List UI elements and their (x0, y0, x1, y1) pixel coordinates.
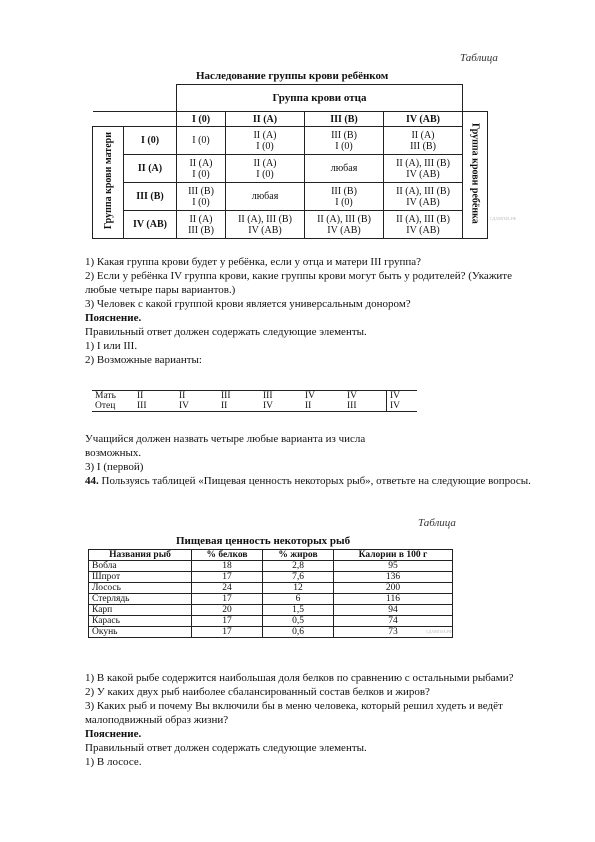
watermark: СДАМГИА.РФ (426, 629, 453, 634)
fish-name: Лосось (89, 583, 192, 594)
cell: II (A), III (B) IV (AB) (384, 211, 463, 239)
answer: 1) I или III. (85, 340, 138, 352)
task44-text (85, 474, 540, 488)
row-header: III (B) (124, 183, 177, 211)
questions2 (85, 671, 547, 769)
calories-value: 74 (334, 616, 453, 627)
row-header: IV (AB) (124, 211, 177, 239)
calories-value: 95 (334, 561, 453, 572)
col-header: II (A) (226, 112, 305, 127)
protein-value: 18 (192, 561, 263, 572)
cell: II (A), III (B) IV (AB) (226, 211, 305, 239)
cell: II (A) III (B) (384, 127, 463, 155)
variant-cell: IV (305, 391, 316, 401)
table-row (89, 561, 453, 572)
variant-cell: III (221, 391, 231, 401)
fat-value: 0,6 (263, 627, 334, 638)
calories-value: 94 (334, 605, 453, 616)
watermark: СДАМГИА.РФ (490, 216, 517, 221)
cell: любая (305, 155, 384, 183)
cell: любая (226, 183, 305, 211)
protein-value: 20 (192, 605, 263, 616)
table-row (89, 605, 453, 616)
variant-cell: IV (179, 401, 190, 411)
cell: I (0) (177, 127, 226, 155)
table2-caption: Таблица (418, 517, 456, 529)
col-header: III (B) (305, 112, 384, 127)
calories-value: 73 (334, 627, 453, 638)
blood-group-table (92, 84, 517, 239)
fat-value: 7,6 (263, 572, 334, 583)
col-header: Калории в 100 г (334, 550, 453, 561)
col-header: % жиров (263, 550, 334, 561)
cell: II (A) III (B) (177, 211, 226, 239)
task44-block (85, 460, 540, 488)
variant-cell: IV (387, 401, 418, 412)
protein-value: 17 (192, 572, 263, 583)
variant-cell: II (137, 391, 144, 401)
explanation-intro: Правильный ответ должен содержать следующие элементы. (85, 326, 367, 338)
father-header: Группа крови отца (177, 85, 463, 112)
question: 2) Если у ребёнка IV группа крови, какие группы крови могут быть у родителей? (Укажите любые четыре пары вариантов.) (85, 270, 512, 296)
table-row (89, 627, 453, 638)
cell: III (B) I (0) (305, 127, 384, 155)
cell: II (A) I (0) (177, 155, 226, 183)
table-row (89, 572, 453, 583)
question: 3) Человек с какой группой крови является универсальным донором? (85, 298, 411, 310)
explanation-intro: Правильный ответ должен содержать следующие элементы. (85, 742, 367, 754)
variant-cell: IV (263, 401, 274, 411)
explanation-heading: Пояснение. (85, 312, 142, 324)
calories-value: 136 (334, 572, 453, 583)
fat-value: 6 (263, 594, 334, 605)
mother-header: Группа крови матери (102, 132, 114, 230)
variants-table (92, 390, 417, 412)
table-row (89, 583, 453, 594)
cell: II (A), III (B) IV (AB) (384, 183, 463, 211)
questions1 (85, 255, 540, 367)
col-header: IV (AB) (384, 112, 463, 127)
fish-name: Шпрот (89, 572, 192, 583)
fat-value: 2,8 (263, 561, 334, 572)
table1-caption: Таблица (460, 52, 498, 64)
answer: 1) В лососе. (85, 756, 142, 768)
calories-value: 200 (334, 583, 453, 594)
cell: II (A), III (B) IV (AB) (384, 155, 463, 183)
variant-cell: II (179, 391, 186, 401)
question: 1) Какая группа крови будет у ребёнка, если у отца и матери III группа? (85, 256, 422, 268)
task44-body: Пользуясь таблицей «Пищевая ценность некоторых рыб», ответьте на следующие вопросы. (101, 475, 531, 487)
fish-name: Карп (89, 605, 192, 616)
variants-father-label: Отец (95, 401, 116, 411)
cell: II (A) I (0) (226, 155, 305, 183)
fish-table (88, 549, 453, 638)
variant-cell: II (221, 401, 228, 411)
question: 2) У каких двух рыб наиболее сбалансированный состав белков и жиров? (85, 686, 430, 698)
fat-value: 1,5 (263, 605, 334, 616)
row-header: II (A) (124, 155, 177, 183)
protein-value: 24 (192, 583, 263, 594)
col-header: Названия рыб (89, 550, 192, 561)
variant-cell: IV (387, 391, 418, 402)
protein-value: 17 (192, 616, 263, 627)
table1-title: Наследование группы крови ребёнком (196, 70, 389, 82)
explanation-heading: Пояснение. (85, 728, 142, 740)
child-header: Группа крови ребёнка (469, 123, 481, 224)
cell: II (A) I (0) (226, 127, 305, 155)
task44-number: 44. (85, 475, 99, 487)
variants-mother-label: Мать (95, 391, 116, 401)
col-header: I (0) (177, 112, 226, 127)
question: 1) В какой рыбе содержится наибольшая доля белков по сравнению с остальными рыбами? (85, 672, 514, 684)
cell: II (A), III (B) IV (AB) (305, 211, 384, 239)
table-row (89, 594, 453, 605)
answer: 3) I (первой) (85, 461, 144, 473)
variant-cell: III (347, 401, 357, 411)
table-row (89, 616, 453, 627)
calories-value: 116 (334, 594, 453, 605)
fish-name: Окунь (89, 627, 192, 638)
fat-value: 12 (263, 583, 334, 594)
answer: 2) Возможные варианты: (85, 354, 202, 366)
col-header: % белков (192, 550, 263, 561)
question: 3) Каких рыб и почему Вы включили бы в меню человека, который решил худеть и ведёт малоподвижный образ жизни? (85, 700, 503, 726)
protein-value: 17 (192, 627, 263, 638)
row-header: I (0) (124, 127, 177, 155)
variant-cell: III (263, 391, 273, 401)
variant-cell: II (305, 401, 312, 411)
cell: III (B) I (0) (305, 183, 384, 211)
variant-cell: IV (347, 391, 358, 401)
protein-value: 17 (192, 594, 263, 605)
table2-title: Пищевая ценность некоторых рыб (176, 535, 351, 547)
fish-name: Карась (89, 616, 192, 627)
variant-cell: III (137, 401, 147, 411)
note-text: Учащийся должен назвать четыре любые варианта из числа возможных. (85, 433, 366, 459)
explanation1-note (85, 432, 385, 460)
cell: III (B) I (0) (177, 183, 226, 211)
fat-value: 0,5 (263, 616, 334, 627)
fish-name: Вобла (89, 561, 192, 572)
fish-name: Стерлядь (89, 594, 192, 605)
